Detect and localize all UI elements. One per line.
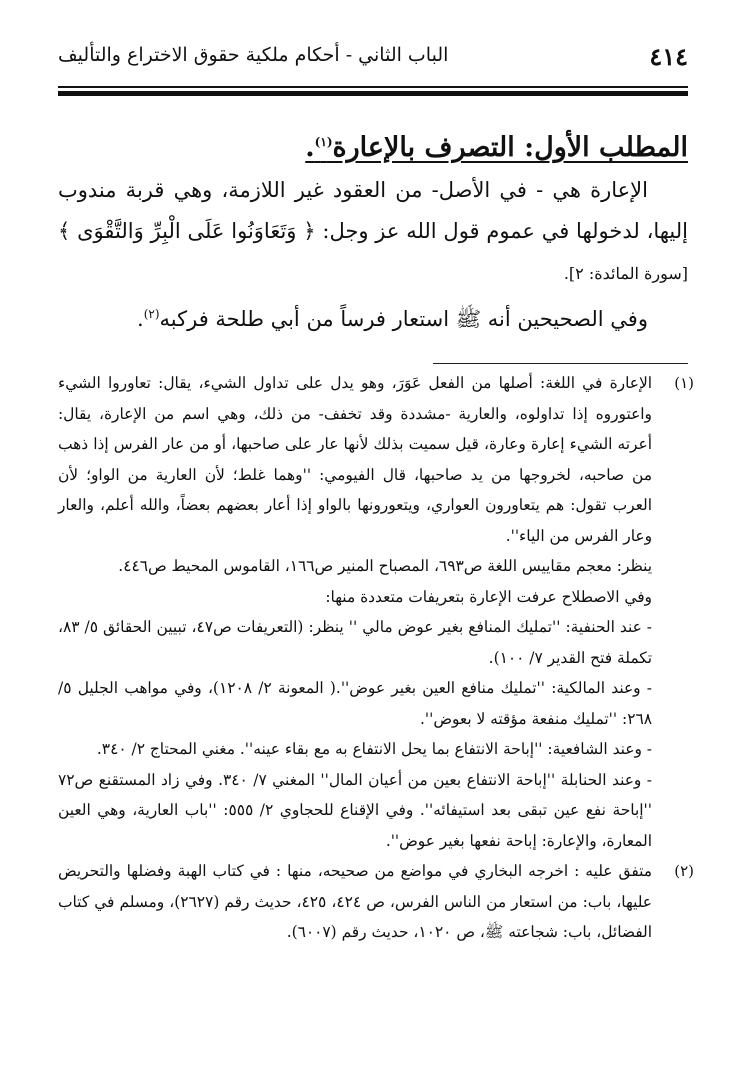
footnotes <box>58 368 694 948</box>
header-rule-thick <box>58 91 688 96</box>
footnote-line: الإعارة في اللغة: أصلها من الفعل عَوَرَ، وهو يدل على تداول الشيء، يقال: تعاوروا الشيء واعتوروه إذا تداولوه، والعارية -مشددة وقد تخفف- من ذلك، وهي اسم من الإعارة، يقال: أعرته الشيء إعارة وعارة، قيل سميت بذلك لأنها عار على صاحبها، أو من عار الفرس إذا ذهب من صاحبه، لخروجها من يد صاحبها، قال الفيومي: ''وهما غلط؛ لأن العارية من الواو؛ لأن العرب تقول: هم يتعاورون العواري، ويتعورونها بالواو إذا أعار بعضهم بعضاً، والله أعلم، والعار وعار الفرس من الياء''. <box>58 374 652 545</box>
chapter-title: الباب الثاني - أحكام ملكية حقوق الاختراع والتأليف <box>58 44 449 66</box>
running-header <box>58 42 688 84</box>
paragraph-2-text: وفي الصحيحين أنه ﷺ استعار فرساً من أبي طلحة فركبه <box>159 307 648 331</box>
footnote-line: وفي الاصطلاح عرفت الإعارة بتعريفات متعددة منها: <box>325 587 652 606</box>
footnote-ref-2[interactable]: (٢) <box>143 307 160 321</box>
footnote-separator <box>433 363 688 364</box>
footnote-line: - وعند الشافعية: ''إباحة الانتفاع بما يحل الانتفاع به مع بقاء عينه''. مغني المحتاج ٢/ ٣٤٠. <box>96 740 652 758</box>
main-text <box>58 120 688 340</box>
footnote-2 <box>58 856 694 948</box>
section-heading-text: المطلب الأول: التصرف بالإعارة <box>332 132 688 163</box>
section-heading-end: . <box>305 132 315 163</box>
footnote-number: (١) <box>674 374 694 392</box>
paragraph-1 <box>58 170 688 294</box>
section-heading <box>58 120 688 170</box>
footnote-ref-1[interactable]: (١) <box>314 135 333 149</box>
footnote-line: - وعند الحنابلة ''إباحة الانتفاع بعين من أعيان المال'' المغني ٧/ ٣٤٠. وفي زاد المستقنع ص٧٢ ''إباحة نفع عين تبقى بعد استيفائه''. وفي الإقناع للحجاوي ٢/ ٥٥٥: ''باب العارية، وهي العين المعارة، والإعارة: إباحة نفعها بغير عوض''. <box>58 770 652 850</box>
paragraph-1-text: الإعارة هي - في الأصل- من العقود غير اللازمة، وهي قربة مندوب إليها، لدخولها في عموم قول الله عز وجل: <box>58 178 688 243</box>
quran-verse: ﴿ وَتَعَاوَنُوا عَلَى الْبِرِّ وَالتَّقْوَى ﴾ <box>58 219 316 243</box>
header-rule-thin <box>58 86 688 88</box>
footnote-line: - عند الحنفية: ''تمليك المنافع بغير عوض مالي '' ينظر: (التعريفات ص٤٧، تبيين الحقائق ٥/ ٨٣، تكملة فتح القدير ٧/ ١٠٠). <box>58 618 653 667</box>
verse-reference: [سورة المائدة: ٢]. <box>563 264 688 283</box>
footnote-1 <box>58 368 694 856</box>
page-number: ٤١٤ <box>649 42 688 71</box>
paragraph-2-end: . <box>137 307 144 331</box>
footnote-number: (٢) <box>674 862 694 880</box>
footnote-line: - وعند المالكية: ''تمليك منافع العين بغير عوض''.( المعونة ٢/ ١٢٠٨)، وفي مواهب الجليل ٥/ ٢٦٨: ''تمليك منفعة مؤقته لا بعوض''. <box>58 679 652 728</box>
paragraph-2 <box>58 294 688 340</box>
footnote-line: متفق عليه : اخرجه البخاري في مواضع من صحيحه، منها : في كتاب الهبة وفضلها والتحريض عليها، باب: من استعار من الناس الفرس، ص ٤٢٤، ٤٢٥، حديث رقم (٢٦٢٧)، ومسلم في كتاب الفضائل، باب: شجاعته ﷺ، ص ١٠٢٠، حديث رقم (٦٠٠٧). <box>58 862 652 941</box>
footnote-line: ينظر: معجم مقاييس اللغة ص٦٩٣، المصباح المنير ص١٦٦، القاموس المحيط ص٤٤٦. <box>118 557 652 575</box>
